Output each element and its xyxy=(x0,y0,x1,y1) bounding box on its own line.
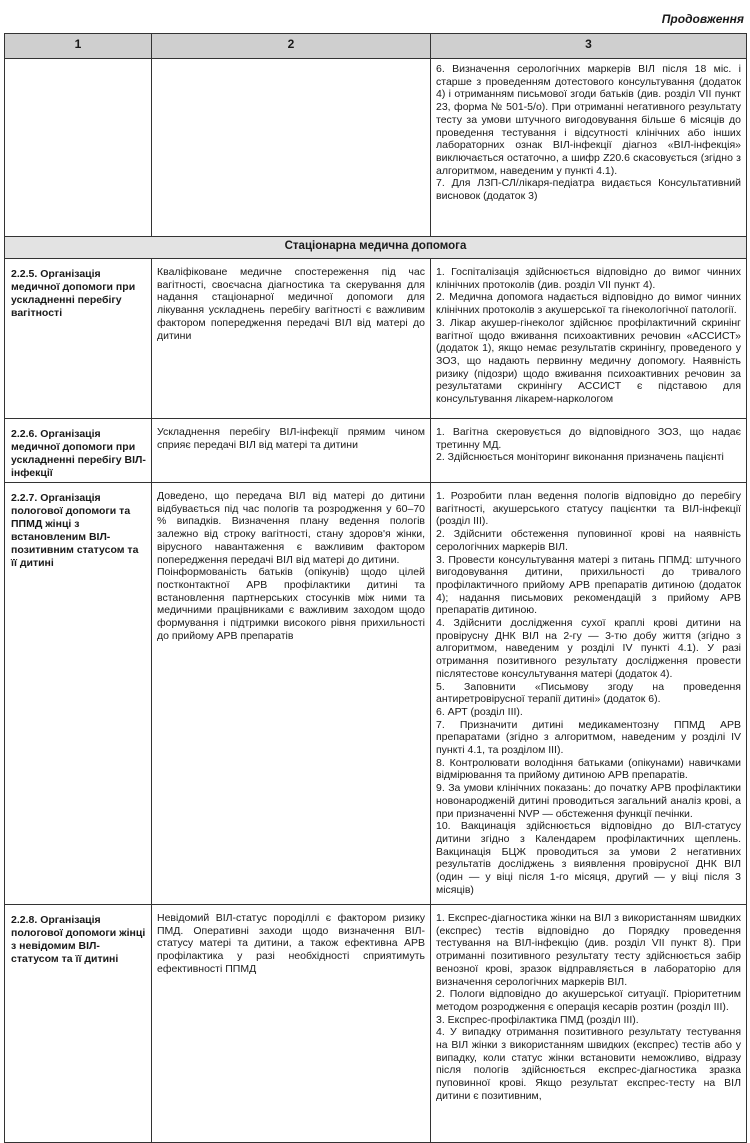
row4-item: 5. Заповнити «Письмову згоду на проведення антиретровірусної терапії дитині» (додаток 6). xyxy=(436,680,741,706)
header-col1: 1 xyxy=(5,34,152,59)
row5-item: 2. Пологи відповідно до акушерської ситуації. Пріоритетним методом розродження є операція кесарів розтин (розділ III). xyxy=(436,988,741,1013)
row4-col3 xyxy=(431,483,747,905)
table-row xyxy=(5,419,747,483)
row5-col2: Невідомий ВІЛ-статус породіллі є фактором ризику ПМД. Оперативні заходи щодо визначення ВІЛ-статусу матері та дитини, а також ефективна АРВ профілактика у разі необхідності сприятимуть ефективності ППМД xyxy=(152,905,431,1143)
header-col3: 3 xyxy=(431,34,747,59)
row4-item: 8. Контролювати володіння батьками (опікунами) навичками відмірювання та прийому дитиною АРВ препаратів. xyxy=(436,756,741,782)
row1-item: 7. Для ЛЗП-СЛ/лікаря-педіатра видається Консультативний висновок (додаток 3) xyxy=(436,177,741,203)
row4-paragraph: Поінформованість батьків (опікунів) щодо цілей постконтактної АРВ профілактики дитині та встановлення партнерських стосунків між ними та медичними працівниками є важливим заходом щодо формування і підтримки високого рівня прихильності до прийому АРВ препаратів xyxy=(157,566,425,642)
row3-col1: 2.2.6. Організація медичної допомоги при ускладненні перебігу ВІЛ-інфекції xyxy=(5,419,152,483)
row4-item: 7. Призначити дитині медикаментозну ППМД АРВ препаратами (згідно з алгоритмом, наведеним у розділі IV пункті 4.1, та розділом III). xyxy=(436,718,741,757)
section-row xyxy=(5,237,747,259)
row3-col2: Ускладнення перебігу ВІЛ-інфекції прямим чином сприяє передачі ВІЛ від матері та дитини xyxy=(152,419,431,483)
row2-col1: 2.2.5. Організація медичної допомоги при ускладненні перебігу вагітності xyxy=(5,259,152,419)
row5-item: 4. У випадку отримання позитивного результату тестування на ВІЛ жінки з використанням швидких (експрес) тестів або у випадку, коли статус жінки встановити неможливо, відразу після пологів здійснюється експрес-діагностика зразка пуповинної крові. Якщо результат експрес-тесту на ВІЛ дитини є позитивним, xyxy=(436,1026,741,1102)
row3-item: 2. Здійснюється моніторинг виконання призначень пацієнті xyxy=(436,451,724,464)
row4-item: 1. Розробити план ведення пологів відповідно до перебігу вагітності, акушерського статусу пацієнтки та ВІЛ-інфекції (розділ III). xyxy=(436,490,741,528)
row4-item: 2. Здійснити обстеження пуповинної крові на наявність серологічних маркерів ВІЛ. xyxy=(436,528,741,553)
row5-col3 xyxy=(431,905,747,1143)
row3-col3 xyxy=(431,419,747,483)
section-title: Стаціонарна медична допомога xyxy=(5,237,747,259)
row3-item: 1. Вагітна скеровується до відповідного ЗОЗ, що надає третинну МД. xyxy=(436,426,741,451)
row2-col3 xyxy=(431,259,747,419)
row4-item: 9. За умови клінічних показань: до початку АРВ профілактики новонародженій дитині проводиться загальний аналіз крові, а при призначенні NVP — обстеження функції печінки. xyxy=(436,782,741,820)
table-row xyxy=(5,259,747,419)
clinical-table xyxy=(4,33,747,1143)
row4-item: 10. Вакцинація здійснюється відповідно до ВІЛ-статусу дитини згідно з Календарем профілактичних щеплень. Вакцинація БЦЖ проводиться за умови 2 негативних результатів досліджень з виявлення провірусної ДНК ВІЛ (один — у віці після 1-го місяця, другий — у віці після 3 місяців) xyxy=(436,820,741,896)
row1-item: 6. Визначення серологічних маркерів ВІЛ після 18 міс. і старше з проведенням дотестового консультування (додаток 4) і отриманням письмової згоди батьків (див. розділ VII пункт 23, форма № 501-5/о). При отриманні негативного результату тесту за умови штучного вигодовування більше 6 місяців до проведення тестування і відсутності клінічних або інших лабораторних ознак ВІЛ-інфекції діагноз «ВІЛ-інфекція» виключається остаточно, а шифр Z20.6 скасовується (згідно з алгоритмом, наведеним у пункті 4.1). xyxy=(436,63,741,177)
table-row xyxy=(5,905,747,1143)
row5-item: 1. Експрес-діагностика жінки на ВІЛ з використанням швидких (експрес) тестів відповідно до Порядку проведення тестування на ВІЛ-інфекцію (див. розділ VII пункт 8). При отриманні позитивного результату тесту здійснюється забір венозної крові, зразок відправляється в лабораторію для визначення серологічних маркерів ВІЛ. xyxy=(436,912,741,988)
row5-col1: 2.2.8. Організація пологової допомоги жінці з невідомим ВІЛ-статусом та її дитині xyxy=(5,905,152,1143)
table-header-row xyxy=(5,34,747,59)
table-row xyxy=(5,59,747,237)
row4-item: 4. Здійснити дослідження сухої краплі крові дитини на провірусну ДНК ВІЛ на 2-гу — 3-тю добу життя (згідно з алгоритмом, наведеним у розділі IV пункті 4.1). У разі отримання позитивного результату дослідження провести післятестове консультування матері (додаток 4). xyxy=(436,617,741,680)
table-row xyxy=(5,483,747,905)
row2-item: 3. Лікар акушер-гінеколог здійснює профілактичний скринінг вагітної щодо вживання психоактивних речовин «АССИСТ» (додаток 1), якщо немає результатів скринінгу, проведеного у ЗОЗ, що надають первинну медичну допомогу. Наявність ризику (підозри) щодо вживання психоактивних речовин за результатами скринінгу АССИСТ є підставою для консультування лікарем-наркологом xyxy=(436,316,741,406)
row2-col2: Кваліфіковане медичне спостереження під час вагітності, своєчасна діагностика та скерування для надання стаціонарної медичної допомоги для лікування ускладнень перебігу вагітності є важливим фактором попередження передачі ВІЛ від матері до дитини xyxy=(152,259,431,419)
row4-item: 6. АРТ (розділ III). xyxy=(436,705,523,718)
row1-col1 xyxy=(5,59,152,237)
row2-item: 2. Медична допомога надається відповідно до вимог чинних клінічних протоколів з акушерської та гінекологічної патології. xyxy=(436,291,741,317)
row4-item: 3. Провести консультування матері з питань ППМД: штучного вигодовування дитини, прихильності до тривалого профілактичного прийому АРВ препаратів дитиною (додаток 4); надання письмових рекомендацій з прийому АРВ препаратів дитиною. xyxy=(436,553,741,617)
row4-paragraph: Доведено, що передача ВІЛ від матері до дитини відбувається під час пологів та розродження у 60–70 % випадків. Визначення плану ведення пологів залежно від строку вагітності, стану здоров'я жінки, вірусного навантаження є важливим фактором попередження передачі ВІЛ від матері до дитини. xyxy=(157,490,425,566)
row5-item: 3. Експрес-профілактика ПМД (розділ III). xyxy=(436,1013,639,1026)
row4-col2 xyxy=(152,483,431,905)
row2-item: 1. Госпіталізація здійснюється відповідно до вимог чинних клінічних протоколів (див. розділ VII пункт 4). xyxy=(436,266,741,291)
header-col2: 2 xyxy=(152,34,431,59)
row1-col3 xyxy=(431,59,747,237)
row1-col2 xyxy=(152,59,431,237)
row4-col1: 2.2.7. Організація пологової допомоги та ППМД жінці з встановленим ВІЛ-позитивним статусом та її дитині xyxy=(5,483,152,905)
continuation-label: Продовження xyxy=(661,12,744,26)
